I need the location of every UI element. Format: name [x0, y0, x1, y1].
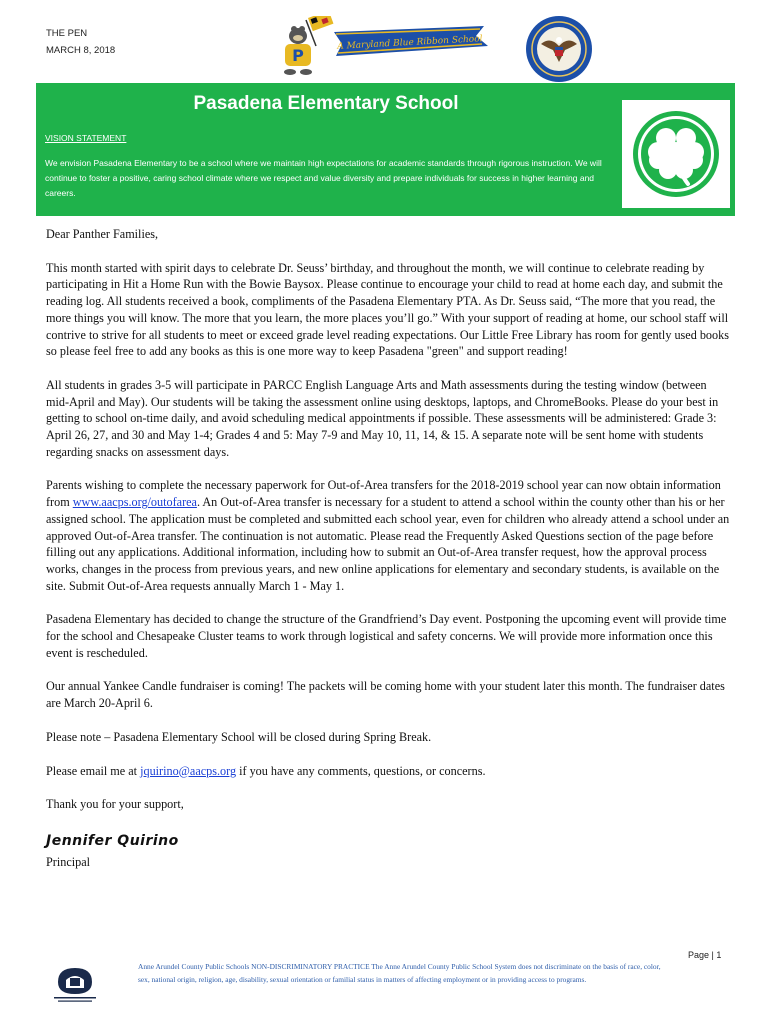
page-number: Page | 1 — [688, 950, 722, 960]
email-link[interactable]: jquirino@aacps.org — [140, 763, 237, 778]
newsletter-name: THE PEN — [46, 28, 88, 39]
paragraph-fundraiser: Our annual Yankee Candle fundraiser is coming! The packets will be coming home with your student later this month. The fundraiser dates are March 20-April 6. — [46, 679, 725, 711]
paragraph-parcc: All students in grades 3-5 will participate in PARCC English Language Arts and Math assessments during the testing window (between mid-April and May). Our students will be taking the assessment online using desktops, laptops, and ChromeBooks. Please do your best in getting to school on-time daily, and avoid scheduling medical appointments if possible. These assessments will be administered: Grade 3: April 26, 27, and 30 and May 1-4; Grades 4 and 5: May 7-9 and May 10, 11, 14, & 15. A separate note will be sent home with students regarding snacks on assessment days. — [46, 377, 719, 459]
out-of-area-text-end: . An Out-of-Area transfer is necessary for a student to attend a school within the county other than his or her assigned school. The application must be completed and submitted each school year, even for children who already attend a school under an approved Out-of-Area transfer. The continuation is not automatic. Please read the Frequently Asked Questions section of the page before filling out any applications. Additional information, including how to submit an Out-of-Area transfer request, how the approval process works, changes in the process from previous years, and new online applications for elementary and secondary students, is available on the site. Submit Out-of-Area requests annually March 1 - May 1. — [46, 495, 730, 593]
paragraph-grandfriends-day: Pasadena Elementary has decided to change the structure of the Grandfriend’s Day event. Postponing the upcoming event will provide time for the school and Chesapeake Cluster teams to work through logistical and safety concerns. We will provide more information once this event is rescheduled. — [46, 612, 727, 660]
maryland-flag-icon — [306, 16, 333, 46]
school-banner — [36, 83, 735, 216]
mascot-letter: P — [292, 46, 304, 65]
paragraph-reading: This month started with spirit days to celebrate Dr. Seuss’ birthday, and throughout the month, we will continue to celebrate reading by participating in Hit a Home Run with the Bowie Baysox. Please continue to encourage your child to read at home each day, and submit the reading log. All students received a book, compliments of the Pasadena Elementary PTA. As Dr. Seuss said, “The more that you read, the more things you will know. The more that you learn, the more places you’ll go.” With your support of reading at home, our school staff will contrive to strive for all students to meet or exceed grade level reading expectations. Our Little Free Library has room for gently used books so please feel free to add any books as this is one more way to keep Pasadena "green" and support reading! — [46, 260, 729, 359]
school-name: Pasadena Elementary School — [193, 93, 459, 114]
ribbon-school-text: A Maryland Blue Ribbon School — [337, 34, 483, 52]
principal-letter — [46, 226, 730, 870]
contact-text-end: if you have any comments, questions, or concerns. — [236, 763, 486, 778]
signature: Jennifer Quirino — [46, 832, 179, 849]
non-discrimination-notice: Anne Arundel County Public Schools NON-DISCRIMINATORY PRACTICE The Anne Arundel County Public School System does not discriminate on the basis of race, color, sex, national origin, religion, age, disability, sexual orientation or familial status in matters of affecting employment or in providing access to programs. — [138, 962, 661, 984]
paragraph-spring-break: Please note – Pasadena Elementary School will be closed during Spring Break. — [46, 729, 432, 744]
panther-mascot-icon — [284, 26, 312, 75]
salutation: Dear Panther Families, — [46, 227, 159, 241]
vision-statement-label: VISION STATEMENT — [45, 133, 127, 143]
shamrock-logo-box — [622, 100, 730, 208]
out-of-area-text-start: Parents wishing to complete the necessary paperwork for Out-of-Area transfers for the 2018-2019 school year can now obtain information from — [46, 478, 721, 510]
shamrock-icon — [622, 100, 730, 208]
aacps-logo — [50, 962, 100, 1004]
newsletter-date: MARCH 8, 2018 — [46, 45, 116, 56]
newsletter-meta — [46, 25, 115, 59]
paragraph-contact — [46, 763, 730, 780]
out-of-area-link[interactable]: www.aacps.org/outofarea — [72, 495, 197, 510]
paragraph-out-of-area — [46, 477, 730, 594]
blue-ribbon-school-logo — [272, 16, 494, 78]
signer-title: Principal — [46, 854, 91, 869]
closing: Thank you for your support, — [46, 797, 184, 812]
blue-ribbon-banner — [334, 26, 488, 56]
vision-statement-text: We envision Pasadena Elementary to be a school where we maintain high expectations for academic standards through rigorous instruction. We will continue to foster a positive, caring school climate where we respect and value diversity and prepare individuals for success in higher learning and careers. — [45, 158, 602, 198]
national-blue-ribbon-seal — [516, 14, 602, 84]
contact-text-start: Please email me at — [46, 763, 141, 778]
